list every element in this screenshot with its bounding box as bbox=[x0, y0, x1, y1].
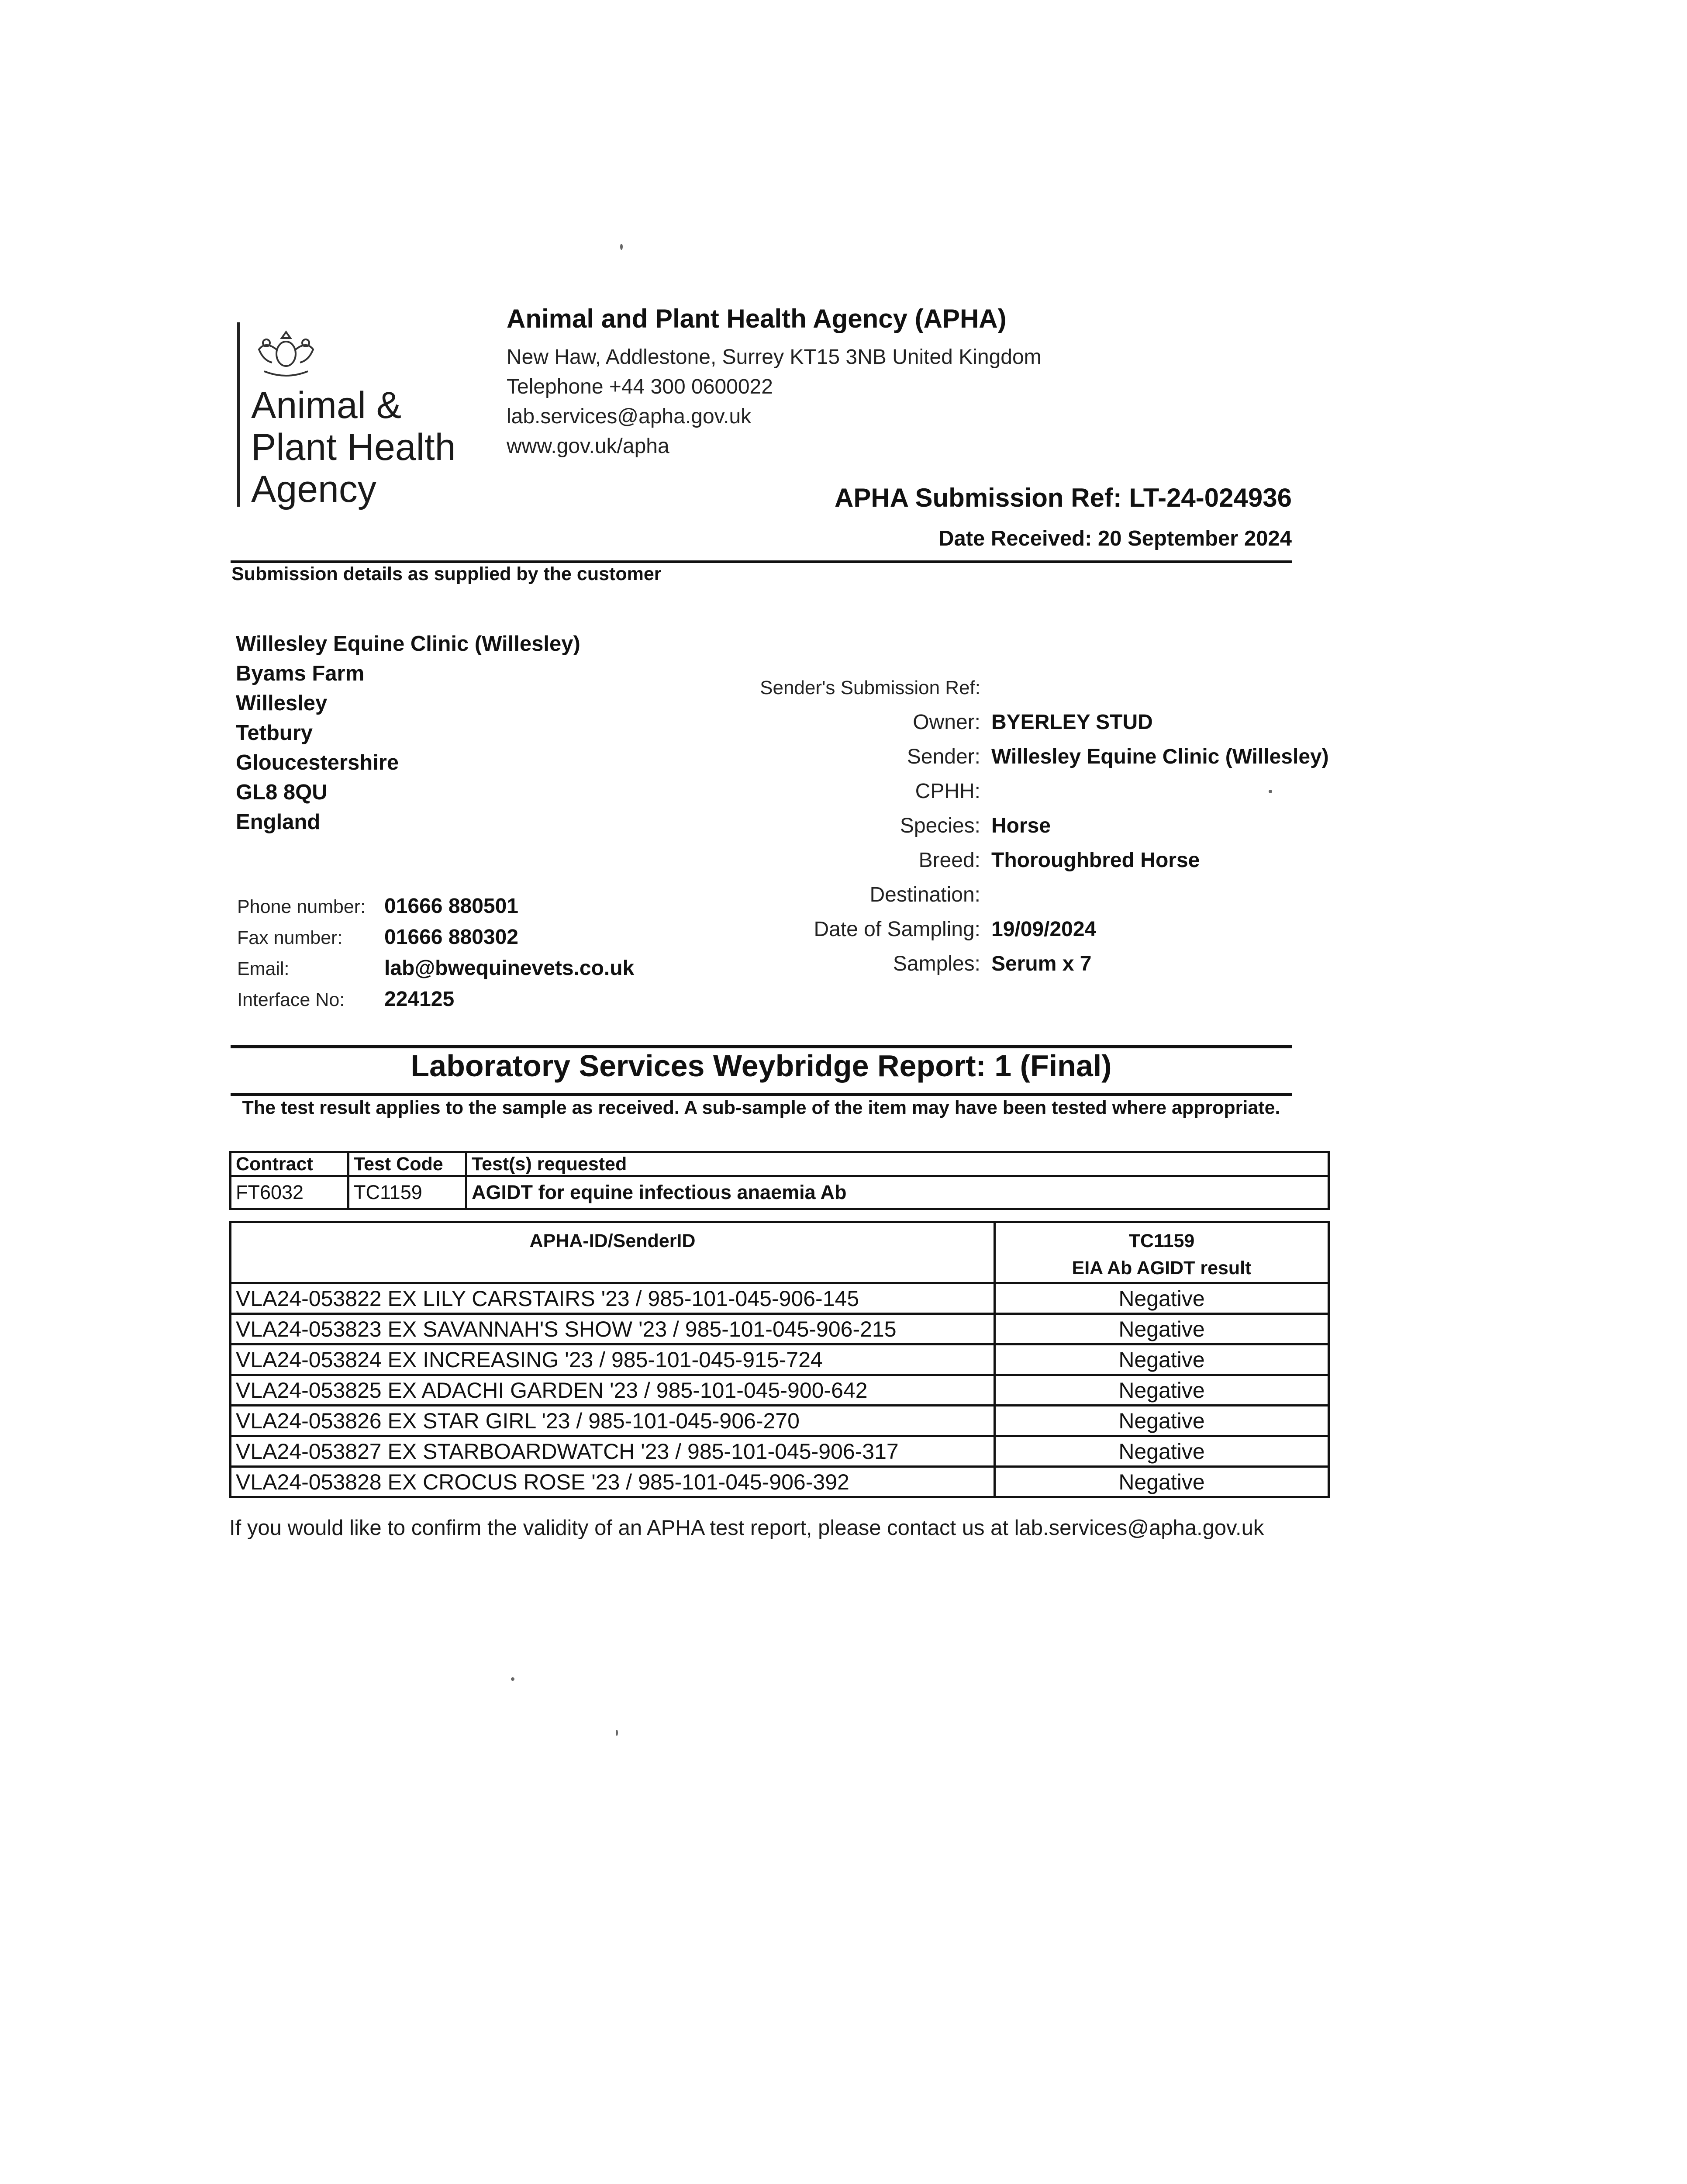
scan-speck bbox=[620, 244, 623, 250]
report-note: The test result applies to the sample as received. A sub-sample of the item may have been tested where appropriate. bbox=[242, 1097, 1280, 1118]
sample-id-cell: VLA24-053825 EX ADACHI GARDEN '23 / 985-101-045-900-642 bbox=[231, 1375, 995, 1406]
agency-website: www.gov.uk/apha bbox=[507, 435, 669, 458]
address-line: Tetbury bbox=[236, 721, 313, 745]
table-row bbox=[231, 1314, 1329, 1344]
contact-row bbox=[237, 922, 634, 953]
submission-ref: APHA Submission Ref: LT-24-024936 bbox=[835, 483, 1292, 512]
result-cell: Negative bbox=[995, 1375, 1329, 1406]
test-request-table bbox=[229, 1151, 1330, 1210]
date-received: Date Received: 20 September 2024 bbox=[938, 527, 1292, 550]
detail-label: Sender's Submission Ref: bbox=[760, 677, 980, 698]
contact-row bbox=[237, 984, 634, 1015]
result-cell: Negative bbox=[995, 1406, 1329, 1436]
sample-id-cell: VLA24-053828 EX CROCUS ROSE '23 / 985-101-045-906-392 bbox=[231, 1467, 995, 1497]
table-row bbox=[231, 1283, 1329, 1314]
table-row bbox=[231, 1436, 1329, 1467]
logo-line: Agency bbox=[251, 468, 376, 510]
sample-id-cell: VLA24-053822 EX LILY CARSTAIRS '23 / 985-101-045-906-145 bbox=[231, 1283, 995, 1314]
contact-value: 224125 bbox=[384, 988, 455, 1011]
table-header-row bbox=[231, 1152, 1329, 1176]
detail-label: Sender: bbox=[907, 745, 980, 768]
logo-line: Animal & bbox=[251, 384, 402, 426]
agency-email: lab.services@apha.gov.uk bbox=[507, 405, 752, 428]
address-line: Gloucestershire bbox=[236, 751, 399, 774]
column-header: APHA-ID/SenderID bbox=[231, 1222, 995, 1283]
detail-row bbox=[699, 705, 1329, 740]
test-code-cell: TC1159 bbox=[348, 1176, 466, 1209]
contact-label: Interface No: bbox=[237, 989, 345, 1010]
detail-label: Destination: bbox=[869, 883, 980, 906]
detail-row bbox=[699, 843, 1329, 878]
header-rule bbox=[231, 560, 1292, 563]
address-line: Willesley Equine Clinic (Willesley) bbox=[236, 632, 580, 656]
detail-label: Date of Sampling: bbox=[814, 918, 980, 941]
column-header: Test Code bbox=[348, 1152, 466, 1176]
detail-row bbox=[699, 878, 1329, 912]
sample-id-cell: VLA24-053824 EX INCREASING '23 / 985-101-045-915-724 bbox=[231, 1344, 995, 1375]
result-cell: Negative bbox=[995, 1283, 1329, 1314]
detail-row bbox=[699, 740, 1329, 774]
scan-speck bbox=[616, 1730, 618, 1736]
contact-value: 01666 880302 bbox=[384, 926, 518, 949]
contact-value: lab@bwequinevets.co.uk bbox=[384, 957, 635, 980]
contact-row bbox=[237, 953, 634, 984]
test-name-cell: AGIDT for equine infectious anaemia Ab bbox=[466, 1176, 1329, 1209]
royal-crest-icon bbox=[251, 323, 321, 380]
scan-speck bbox=[511, 1677, 514, 1681]
address-line: England bbox=[236, 810, 321, 834]
table-row bbox=[231, 1375, 1329, 1406]
report-rule-bottom bbox=[231, 1093, 1292, 1096]
detail-row bbox=[699, 670, 1329, 705]
logo-divider bbox=[237, 322, 240, 507]
address-line: GL8 8QU bbox=[236, 781, 328, 804]
table-row bbox=[231, 1344, 1329, 1375]
result-cell: Negative bbox=[995, 1467, 1329, 1497]
result-name-header: EIA Ab AGIDT result bbox=[1072, 1258, 1252, 1279]
result-cell: Negative bbox=[995, 1314, 1329, 1344]
column-header-result bbox=[995, 1222, 1329, 1283]
detail-row bbox=[699, 947, 1329, 981]
customer-address bbox=[236, 629, 580, 837]
detail-label: Breed: bbox=[918, 849, 980, 872]
submission-caption: Submission details as supplied by the customer bbox=[231, 563, 662, 584]
table-row bbox=[231, 1406, 1329, 1436]
result-code-header: TC1159 bbox=[1128, 1230, 1195, 1251]
detail-label: CPHH: bbox=[915, 780, 980, 803]
detail-value: Serum x 7 bbox=[991, 952, 1092, 975]
detail-label: Samples: bbox=[893, 952, 980, 975]
validity-note: If you would like to confirm the validity of an APHA test report, please contact us at lab.services@apha.gov.uk bbox=[229, 1516, 1264, 1540]
column-header: Test(s) requested bbox=[466, 1152, 1329, 1176]
sample-id-cell: VLA24-053823 EX SAVANNAH'S SHOW '23 / 985-101-045-906-215 bbox=[231, 1314, 995, 1344]
agency-address: New Haw, Addlestone, Surrey KT15 3NB United Kingdom bbox=[507, 346, 1042, 369]
agency-telephone: Telephone +44 300 0600022 bbox=[507, 375, 773, 398]
detail-row bbox=[699, 912, 1329, 947]
contact-label: Email: bbox=[237, 958, 290, 979]
contact-details bbox=[237, 891, 634, 1015]
table-row bbox=[231, 1176, 1329, 1209]
report-rule-top bbox=[231, 1045, 1292, 1048]
detail-value: Willesley Equine Clinic (Willesley) bbox=[991, 745, 1329, 768]
result-cell: Negative bbox=[995, 1436, 1329, 1467]
detail-label: Species: bbox=[900, 814, 980, 837]
detail-value: BYERLEY STUD bbox=[991, 711, 1153, 734]
detail-value: Thoroughbred Horse bbox=[991, 849, 1200, 872]
contact-value: 01666 880501 bbox=[384, 895, 518, 918]
column-header: Contract bbox=[231, 1152, 348, 1176]
address-line: Willesley bbox=[236, 691, 328, 715]
table-header-row bbox=[231, 1222, 1329, 1283]
detail-value: 19/09/2024 bbox=[991, 918, 1097, 941]
logo-line: Plant Health bbox=[251, 426, 456, 468]
detail-value: Horse bbox=[991, 814, 1051, 837]
result-cell: Negative bbox=[995, 1344, 1329, 1375]
sample-id-cell: VLA24-053827 EX STARBOARDWATCH '23 / 985-101-045-906-317 bbox=[231, 1436, 995, 1467]
results-table bbox=[229, 1221, 1330, 1498]
scan-speck bbox=[1269, 790, 1272, 793]
submission-details bbox=[699, 670, 1329, 981]
detail-row bbox=[699, 774, 1329, 809]
detail-label: Owner: bbox=[913, 711, 980, 734]
contact-label: Phone number: bbox=[237, 896, 366, 917]
agency-logo-text bbox=[251, 384, 456, 510]
contact-row bbox=[237, 891, 634, 922]
address-line: Byams Farm bbox=[236, 662, 365, 685]
report-title: Laboratory Services Weybridge Report: 1 (Final) bbox=[411, 1049, 1112, 1083]
detail-row bbox=[699, 809, 1329, 843]
contact-label: Fax number: bbox=[237, 927, 343, 948]
table-row bbox=[231, 1467, 1329, 1497]
agency-title: Animal and Plant Health Agency (APHA) bbox=[507, 304, 1007, 333]
sample-id-cell: VLA24-053826 EX STAR GIRL '23 / 985-101-045-906-270 bbox=[231, 1406, 995, 1436]
contract-cell: FT6032 bbox=[231, 1176, 348, 1209]
